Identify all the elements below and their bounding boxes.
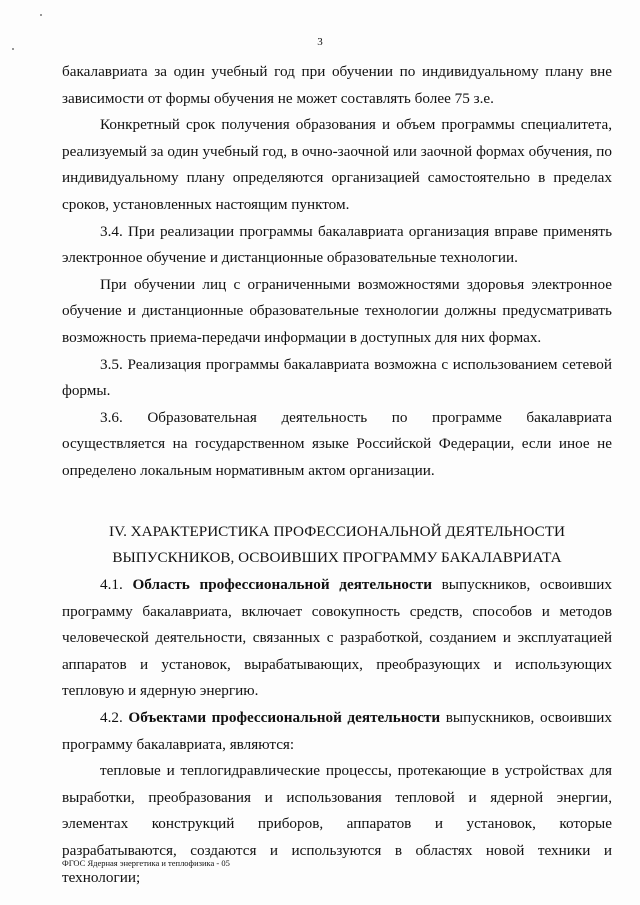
paragraph-text: выпускников, освоивших программу бакалавриата, включает совокупность средств, способов и методов человеческой деятельности, связанных с разработкой, созданием и эксплуатацией аппаратов и установок, вырабатывающих, преобразующих и использующих тепловую и ядерную энергию. — [62, 576, 613, 700]
paragraph: При обучении лиц с ограниченными возможностями здоровья электронное обучение и дистанционные образовательные технологии должны предусматривать возможность приема-передачи информации в доступных для них формах. — [62, 275, 612, 346]
clause-number: 4.1. — [100, 576, 123, 594]
paragraph: 3.6. Образовательная деятельность по программе бакалавриата осуществляется на государственном языке Российской Федерации, если иное не определено локальным нормативным актом организации. — [62, 408, 612, 479]
page-number: 3 — [317, 36, 323, 48]
paragraph: бакалавриата за один учебный год при обучении по индивидуальному плану вне зависимости от формы обучения не может составлять более 75 з.е. — [62, 63, 612, 107]
paragraph: 3.5. Реализация программы бакалавриата возможна с использованием сетевой формы. — [62, 355, 612, 400]
section-heading — [62, 519, 612, 573]
bold-term: Объектами профессиональной деятельности — [128, 709, 441, 727]
section-heading-line: ВЫПУСКНИКОВ, ОСВОИВШИХ ПРОГРАММУ БАКАЛАВРИАТА — [112, 549, 562, 567]
paragraph: Конкретный срок получения образования и объем программы специалитета, реализуемый за один учебный год, в очно-заочной или заочной формах обучения, по индивидуальному плану определяются организацией самостоятельно в пределах сроков, установленных настоящим пунктом. — [62, 116, 612, 213]
clause-number: 4.2. — [100, 709, 123, 727]
scan-speck — [40, 14, 42, 16]
scan-speck — [12, 48, 14, 50]
document-body — [62, 59, 612, 891]
paragraph — [62, 705, 612, 758]
section-heading-line: IV. ХАРАКТЕРИСТИКА ПРОФЕССИОНАЛЬНОЙ ДЕЯТЕЛЬНОСТИ — [109, 522, 565, 540]
paragraph: 3.4. При реализации программы бакалавриата организация вправе применять электронное обучение и дистанционные образовательные технологии. — [62, 222, 612, 267]
paragraph: тепловые и теплогидравлические процессы, протекающие в устройствах для выработки, преобразования и использования тепловой и ядерной энергии, элементах конструкций приборов, аппаратов и установок, которые разрабатываются, создаются и используются в областях новой техники и технологии; — [62, 762, 612, 886]
footer-note: ФГОС Ядерная энергетика и теплофизика - 05 — [62, 858, 230, 868]
paragraph-text: выпускников, освоивших программу бакалавриата, являются: — [62, 709, 613, 753]
bold-term: Область профессиональной деятельности — [132, 576, 432, 594]
paragraph — [62, 572, 612, 705]
